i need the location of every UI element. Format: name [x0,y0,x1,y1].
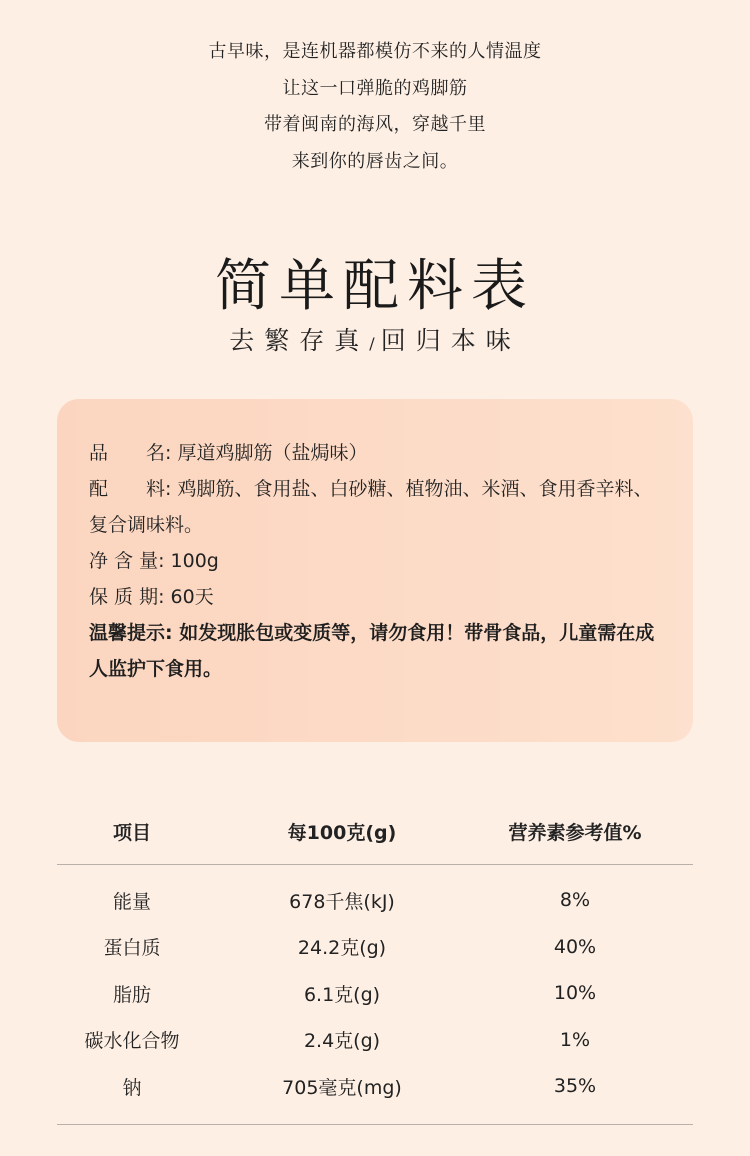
nutrient-nrv: 35% [553,1075,597,1098]
nutrient-amount: 24.2克(g) [297,937,387,960]
subtitle-right: 回归本味 [380,326,521,355]
page-title: 简单配料表 [215,254,535,319]
net-content-label: 净 含 量: [89,550,165,572]
ingredients-row [89,471,669,543]
product-name-label: 品 名: [89,442,172,464]
nutrient-amount: 678千焦(kJ) [289,890,395,913]
nutrition-header-row [57,808,693,854]
nutrient-name: 脂肪 [112,983,151,1006]
nutrient-name: 碳水化合物 [84,1030,180,1053]
intro-line: 带着闽南的海风，穿越千里 [264,114,486,135]
subtitle-separator: / [369,334,381,353]
nutrient-amount: 705毫克(mg) [282,1076,402,1099]
ingredients-label: 配 料: [89,478,172,500]
product-name-row [89,435,669,471]
nutrient-name: 蛋白质 [103,937,161,960]
intro-line: 来到你的唇齿之间。 [291,150,459,172]
subtitle-left: 去繁存真 [229,326,370,355]
table-row [57,1063,693,1110]
header-nrv: 营养素参考值% [508,821,642,844]
nutrient-nrv: 10% [553,982,597,1005]
shelf-life-value: 60天 [164,586,214,608]
nutrient-nrv: 40% [553,935,597,958]
nutrient-amount: 2.4克(g) [303,1030,381,1053]
nutrient-amount: 6.1克(g) [303,983,381,1006]
header-item: 项目 [112,821,151,844]
net-content-row [89,543,669,579]
nutrient-name: 能量 [112,890,151,913]
table-row [57,924,693,971]
net-content-value: 100g [164,550,219,572]
nutrient-name: 钠 [122,1076,142,1099]
table-row [57,970,693,1017]
nutrient-nrv: 1% [559,1028,591,1051]
table-bottom-divider [57,1124,693,1125]
shelf-life-label: 保 质 期: [89,586,165,608]
nutrition-body [57,865,693,1110]
ingredient-card-body [89,435,669,687]
nutrition-table [57,808,693,1110]
table-row [57,1017,693,1064]
ingredient-card [57,399,693,742]
product-name-value: 厚道鸡脚筋（盐焗味） [171,442,368,464]
intro-line: 古早味，是连机器都模仿不来的人情温度 [208,41,542,62]
intro-line: 让这一口弹脆的鸡脚筋 [282,77,468,99]
nutrient-nrv: 8% [559,889,591,912]
warning-label: 温馨提示: [89,622,173,644]
ingredients-value: 鸡脚筋、食用盐、白砂糖、植物油、米酒、食用香辛料、复合调味料。 [89,478,653,536]
warning-value: 如发现胀包或变质等，请勿食用！带骨食品，儿童需在成人监护下食用。 [89,622,655,680]
table-row [57,877,693,924]
warning-row [89,615,669,687]
shelf-life-row [89,579,669,615]
header-per-100g: 每100克(g) [287,821,397,844]
page-subtitle [0,324,750,361]
intro-text [0,34,750,180]
